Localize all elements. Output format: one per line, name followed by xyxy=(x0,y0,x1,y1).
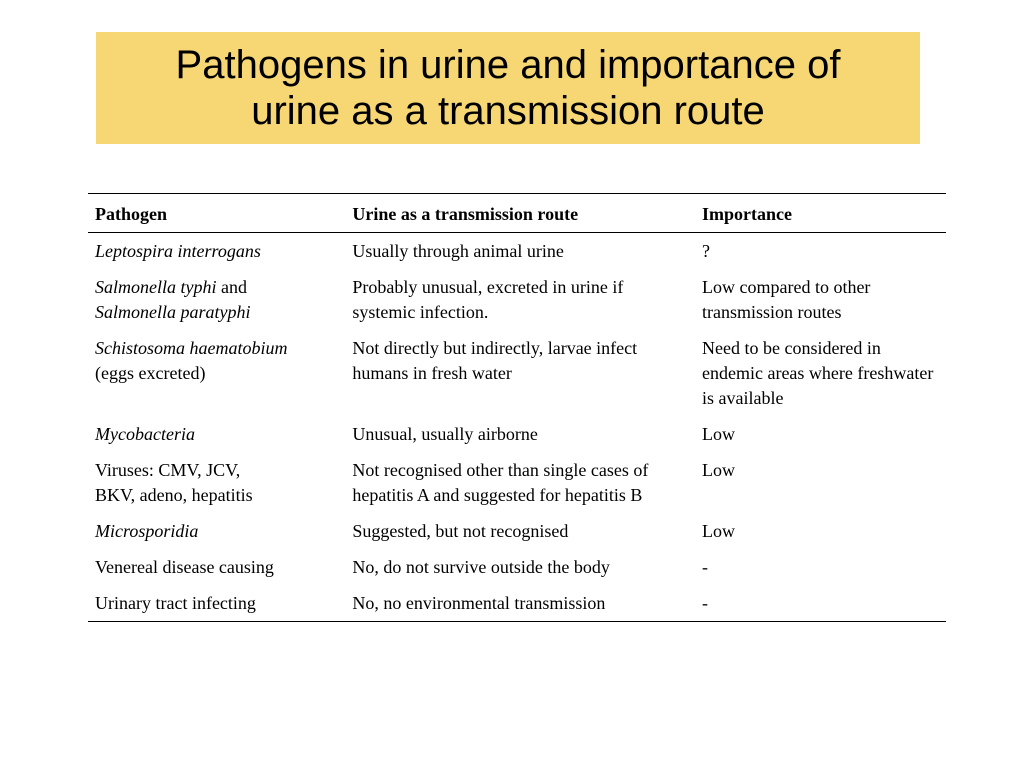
pathogen-text: and xyxy=(216,277,247,297)
pathogen-name-italic: Schistosoma haematobium xyxy=(95,338,288,358)
cell-route: Probably unusual, excreted in urine if systemic infection. xyxy=(352,277,624,322)
header-route: Urine as a transmission route xyxy=(352,204,579,224)
cell-route: Not recognised other than single cases of hepatitis A and suggested for hepatitis B xyxy=(352,460,649,505)
cell-pathogen xyxy=(88,452,345,513)
cell-route: Suggested, but not recognised xyxy=(352,521,569,541)
cell-importance: Low compared to other transmission routes xyxy=(701,277,871,322)
cell-importance: - xyxy=(701,593,708,613)
pathogen-name-italic: Leptospira interrogans xyxy=(95,241,261,261)
table-row xyxy=(88,233,946,270)
table-header xyxy=(88,194,946,233)
cell-importance: ? xyxy=(701,241,710,261)
pathogen-line xyxy=(95,336,339,361)
cell-importance: - xyxy=(701,557,708,577)
pathogen-name-italic: Salmonella paratyphi xyxy=(95,302,251,322)
header-pathogen: Pathogen xyxy=(95,204,167,224)
cell-pathogen xyxy=(88,269,345,330)
table-row xyxy=(88,513,946,549)
pathogen-line xyxy=(95,483,339,508)
table-body xyxy=(88,233,946,622)
pathogen-name-italic: Salmonella typhi xyxy=(95,277,217,297)
cell-importance: Low xyxy=(701,521,735,541)
cell-route: Usually through animal urine xyxy=(352,241,564,261)
pathogen-line xyxy=(95,239,339,264)
table-row xyxy=(88,549,946,585)
cell-pathogen xyxy=(88,330,345,416)
cell-route: No, do not survive outside the body xyxy=(352,557,610,577)
cell-pathogen xyxy=(88,513,345,549)
pathogen-text: (eggs excreted) xyxy=(95,363,206,383)
pathogen-line xyxy=(95,519,339,544)
table-row xyxy=(88,452,946,513)
table-row xyxy=(88,269,946,330)
pathogen-text: Venereal disease causing xyxy=(95,557,274,577)
cell-pathogen xyxy=(88,416,345,452)
slide-title: Pathogens in urine and importance of urine as a transmission route xyxy=(175,43,841,133)
cell-route: Not directly but indirectly, larvae infect humans in fresh water xyxy=(352,338,638,383)
header-row xyxy=(88,194,946,233)
pathogen-text: Urinary tract infecting xyxy=(95,593,256,613)
pathogen-table xyxy=(88,193,946,622)
cell-route: Unusual, usually airborne xyxy=(352,424,538,444)
pathogen-line xyxy=(95,555,339,580)
table-row xyxy=(88,585,946,622)
pathogen-line xyxy=(95,361,339,386)
cell-pathogen xyxy=(88,585,345,622)
cell-route: No, no environmental transmission xyxy=(352,593,606,613)
cell-importance: Low xyxy=(701,460,735,480)
pathogen-name-italic: Microsporidia xyxy=(95,521,199,541)
pathogen-line xyxy=(95,591,339,616)
cell-pathogen xyxy=(88,549,345,585)
pathogen-text: BKV, adeno, hepatitis xyxy=(95,485,253,505)
pathogen-line xyxy=(95,422,339,447)
cell-importance: Low xyxy=(701,424,735,444)
pathogen-text: Viruses: CMV, JCV, xyxy=(95,460,241,480)
pathogen-line xyxy=(95,300,339,325)
table-row xyxy=(88,330,946,416)
pathogen-line xyxy=(95,275,339,300)
pathogen-line xyxy=(95,458,339,483)
cell-pathogen xyxy=(88,233,345,270)
cell-importance: Need to be considered in endemic areas where freshwater is available xyxy=(701,338,934,408)
table-row xyxy=(88,416,946,452)
pathogen-name-italic: Mycobacteria xyxy=(95,424,195,444)
title-banner xyxy=(96,32,920,144)
header-importance: Importance xyxy=(701,204,792,224)
